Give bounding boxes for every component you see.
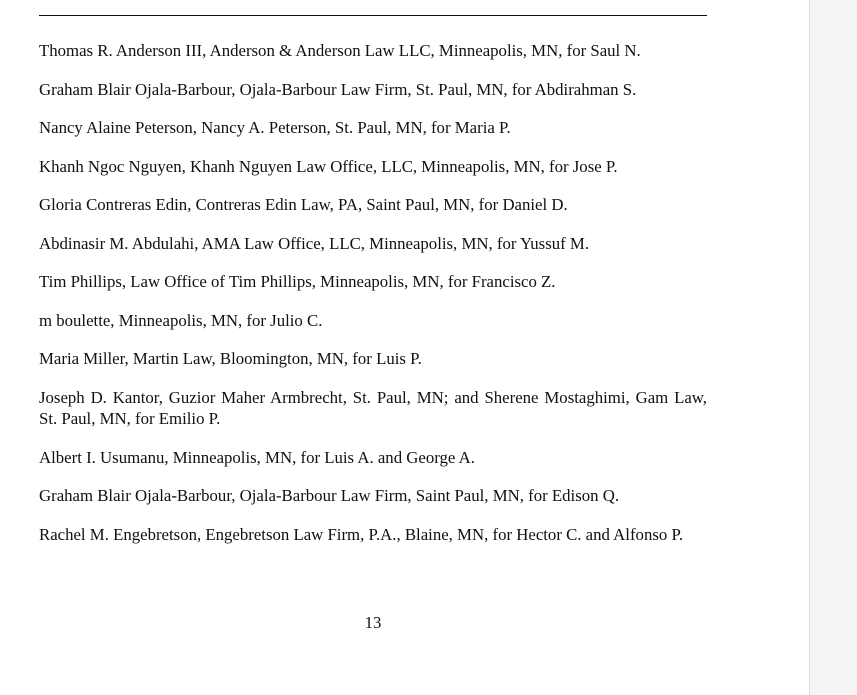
page-number: 13 — [364, 613, 382, 632]
counsel-entry: Graham Blair Ojala-Barbour, Ojala-Barbour Law Firm, St. Paul, MN, for Abdirahman S. — [39, 79, 637, 99]
counsel-entry: Thomas R. Anderson III, Anderson & Anderson Law LLC, Minneapolis, MN, for Saul N. — [39, 41, 641, 60]
counsel-entry: Joseph D. Kantor, Guzior Maher Armbrecht, St. Paul, MN; and Sherene Mostaghimi, Gam Law, St. Paul, MN, for Emilio P. — [39, 387, 707, 428]
counsel-list — [39, 40, 707, 562]
counsel-entry: Albert I. Usumanu, Minneapolis, MN, for Luis A. and George A. — [39, 447, 475, 467]
top-rule — [39, 15, 707, 16]
counsel-entry: Maria Miller, Martin Law, Bloomington, MN, for Luis P. — [39, 349, 422, 368]
counsel-entry: Rachel M. Engebretson, Engebretson Law Firm, P.A., Blaine, MN, for Hector C. and Alfonso P. — [39, 524, 684, 544]
counsel-entry: Khanh Ngoc Nguyen, Khanh Nguyen Law Office, LLC, Minneapolis, MN, for Jose P. — [39, 156, 618, 176]
counsel-entry: Graham Blair Ojala-Barbour, Ojala-Barbour Law Firm, Saint Paul, MN, for Edison Q. — [39, 486, 620, 505]
counsel-entry: Tim Phillips, Law Office of Tim Phillips, Minneapolis, MN, for Francisco Z. — [39, 272, 556, 291]
viewer-side-panel — [809, 0, 857, 695]
counsel-entry: Nancy Alaine Peterson, Nancy A. Peterson, St. Paul, MN, for Maria P. — [39, 118, 511, 137]
counsel-entry: Abdinasir M. Abdulahi, AMA Law Office, LLC, Minneapolis, MN, for Yussuf M. — [39, 233, 590, 253]
counsel-entry: m boulette, Minneapolis, MN, for Julio C. — [39, 310, 323, 330]
counsel-entry: Gloria Contreras Edin, Contreras Edin Law, PA, Saint Paul, MN, for Daniel D. — [39, 195, 568, 214]
